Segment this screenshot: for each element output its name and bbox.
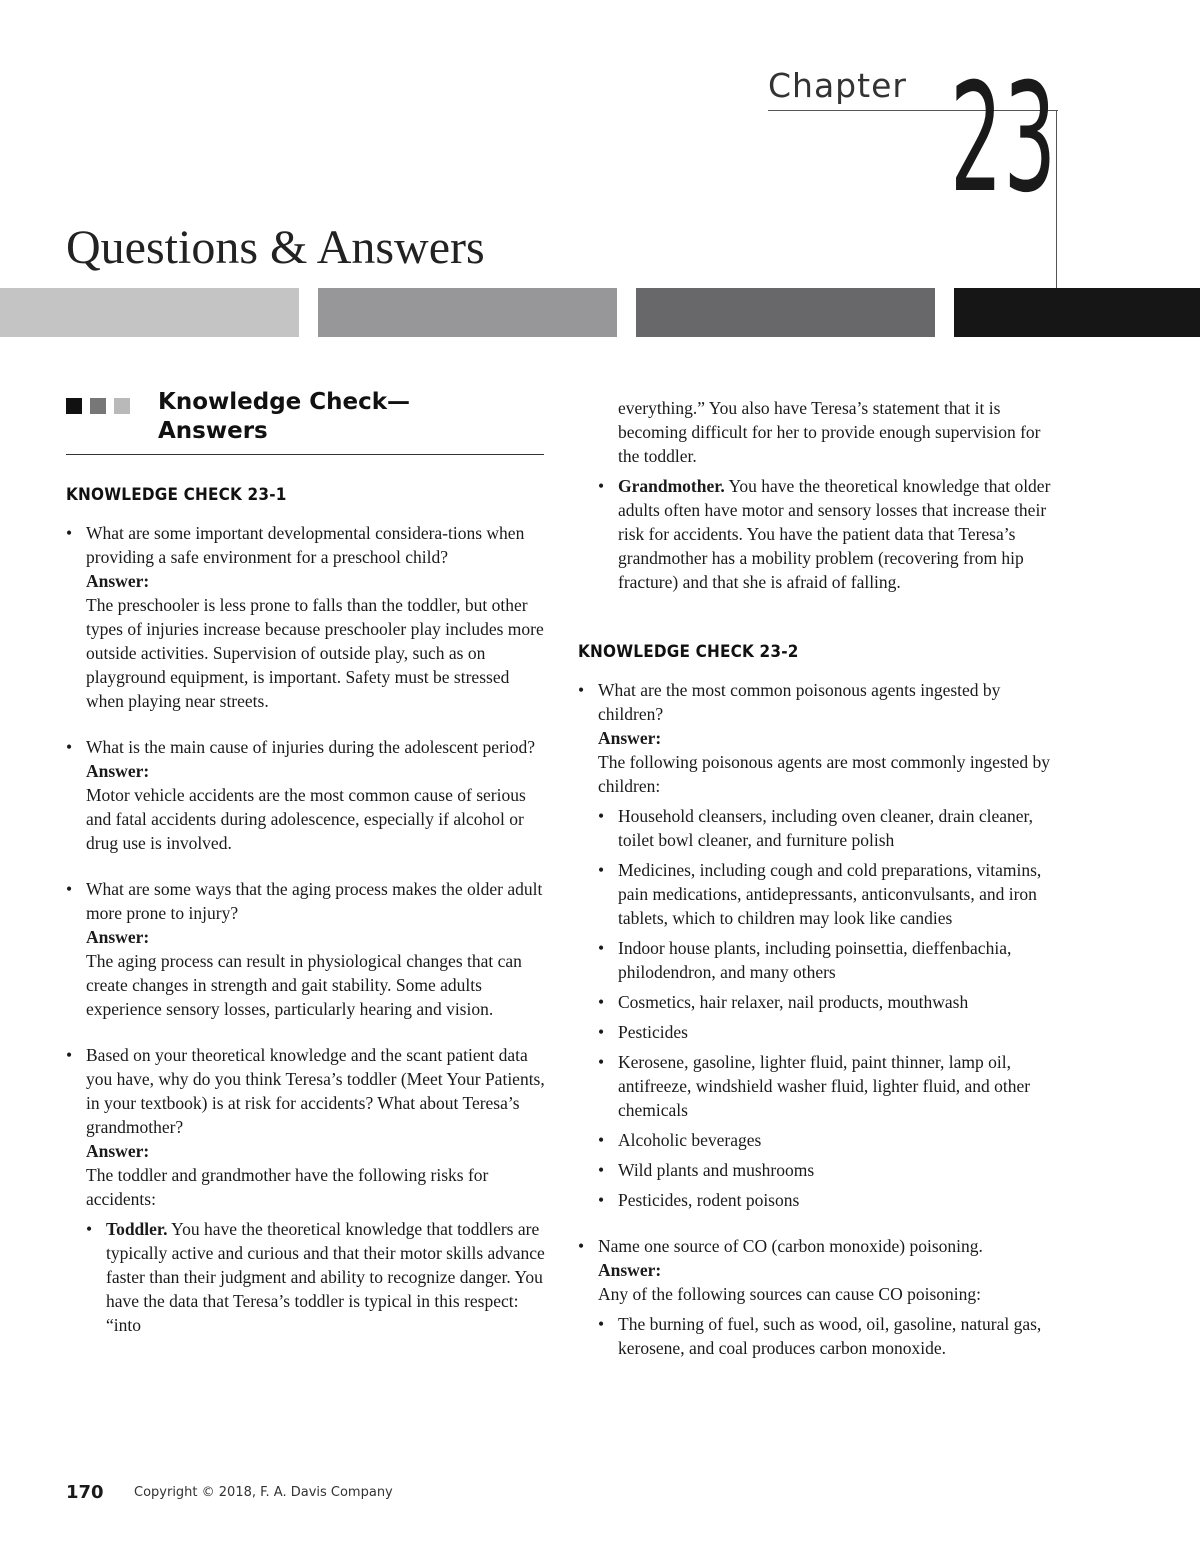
page-title: Questions & Answers — [66, 221, 485, 274]
kc1-question-4 — [66, 1043, 546, 1337]
toddler-continued: everything.” You also have Teresa’s statement that it is becoming difficult for her to provide enough supervision for the toddler. — [618, 398, 1041, 466]
chapter-label: Chapter — [768, 66, 907, 105]
answer-text: Any of the following sources can cause CO poisoning: — [598, 1284, 981, 1304]
answer-label: Answer: — [598, 1260, 662, 1280]
grandmother-text: You have the theoretical knowledge that older adults often have motor and sensory losses that increase their risk for accidents. You have the patient data that Teresa’s grandmother has a mobility problem (recovering from hip fracture) and that she is afraid of falling. — [618, 476, 1051, 592]
header-bar-light — [0, 288, 299, 337]
answer-label: Answer: — [86, 761, 150, 781]
co-source-item: • The burning of fuel, such as wood, oil, gasoline, natural gas, kerosene, and coal produces carbon monoxide. — [598, 1312, 1058, 1360]
poison-item: • Medicines, including cough and cold preparations, vitamins, pain medications, antidepressants, anticonvulsants, and iron tablets, which to children may look like candies — [598, 858, 1058, 930]
chapter-number: 23 — [950, 52, 1058, 226]
answer-text: Motor vehicle accidents are the most common cause of serious and fatal accidents during adolescence, especially if alcohol or drug use is involved. — [86, 785, 526, 853]
answer-label: Answer: — [86, 571, 150, 591]
poison-item: • Pesticides — [598, 1020, 1058, 1044]
kc1-heading: KNOWLEDGE CHECK 23-1 — [66, 485, 287, 505]
question-text: • What are some important developmental considera-tions when providing a safe environment for a preschool child? — [86, 523, 525, 567]
answer-text: The preschooler is less prone to falls than the toddler, but other types of injuries increase because preschooler play includes more outside activities. Supervision of outside play, such as on playground equipment, is important. Safety must be stressed when playing near streets. — [86, 595, 544, 711]
kc1-question-3 — [66, 877, 546, 1021]
kc1-question-1 — [66, 521, 546, 713]
section-title — [158, 388, 410, 446]
grandmother-label: Grandmother. — [618, 476, 725, 496]
section-title-line1: Knowledge Check— — [158, 389, 411, 415]
question-text: • What are the most common poisonous agents ingested by children? — [598, 680, 1001, 724]
question-text: • What is the main cause of injuries during the adolescent period? — [86, 737, 536, 757]
section-squares-icon — [66, 388, 158, 414]
page-number: 170 — [66, 1482, 104, 1503]
answer-text: The toddler and grandmother have the following risks for accidents: — [86, 1165, 489, 1209]
section-rule — [66, 454, 544, 455]
grandmother-item — [598, 474, 1058, 594]
answer-label: Answer: — [86, 1141, 150, 1161]
section-title-line2: Answers — [158, 418, 268, 444]
copyright: Copyright © 2018, F. A. Davis Company — [134, 1485, 393, 1500]
poison-item: • Kerosene, gasoline, lighter fluid, paint thinner, lamp oil, antifreeze, windshield washer fluid, lighter fluid, and other chemicals — [598, 1050, 1058, 1122]
question-text: • Name one source of CO (carbon monoxide) poisoning. — [598, 1236, 983, 1256]
answer-text: The following poisonous agents are most commonly ingested by children: — [598, 752, 1051, 796]
poison-item: • Cosmetics, hair relaxer, nail products, mouthwash — [598, 990, 1058, 1014]
toddler-label: Toddler. — [106, 1219, 168, 1239]
question-text: • Based on your theoretical knowledge and the scant patient data you have, why do you think Teresa’s toddler (Meet Your Patients, in your textbook) is at risk for accidents? What about Teresa’s grandmother? — [86, 1045, 545, 1137]
kc2-heading: KNOWLEDGE CHECK 23-2 — [578, 642, 799, 662]
answer-label: Answer: — [86, 927, 150, 947]
toddler-item — [86, 1217, 546, 1337]
right-column — [578, 396, 1058, 1360]
answer-text: The aging process can result in physiological changes that can create changes in strength and gait stability. Some adults experience sensory losses, particularly hearing and vision. — [86, 951, 522, 1019]
kc2-question-1 — [578, 678, 1058, 1212]
header-bar-dark — [636, 288, 935, 337]
section-heading — [66, 388, 546, 446]
poison-item: • Pesticides, rodent poisons — [598, 1188, 1058, 1212]
question-text: • What are some ways that the aging process makes the older adult more prone to injury? — [86, 879, 543, 923]
toddler-text: You have the theoretical knowledge that toddlers are typically active and curious and that their motor skills advance faster than their judgment and ability to recognize danger. You have the data that Teresa’s toddler is typical in this respect: “into — [106, 1219, 545, 1335]
header-bar-black — [954, 288, 1200, 337]
answer-label: Answer: — [598, 728, 662, 748]
header-bar-mid — [318, 288, 617, 337]
poison-item: • Indoor house plants, including poinsettia, dieffenbachia, philodendron, and many others — [598, 936, 1058, 984]
kc1-question-2 — [66, 735, 546, 855]
left-column — [66, 388, 546, 1337]
kc2-question-2 — [578, 1234, 1058, 1360]
poison-item: • Wild plants and mushrooms — [598, 1158, 1058, 1182]
poison-item: • Alcoholic beverages — [598, 1128, 1058, 1152]
poison-item: • Household cleansers, including oven cleaner, drain cleaner, toilet bowl cleaner, and furniture polish — [598, 804, 1058, 852]
